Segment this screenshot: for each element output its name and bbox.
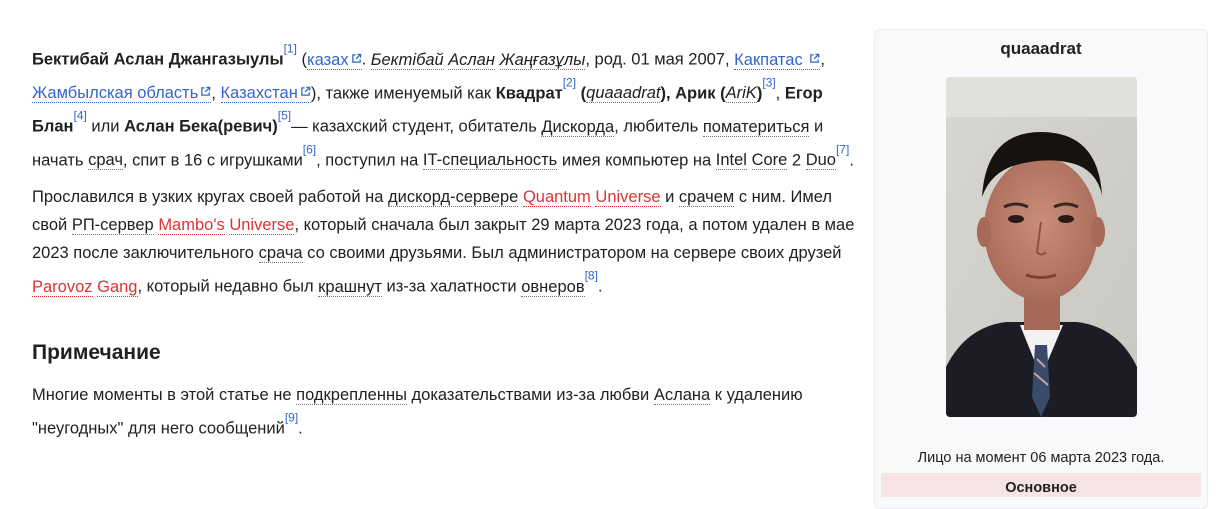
- notes-paragraph: Многие моменты в этой статье не подкрепленны доказательствами из-за любви Аслана к удалению "неугодных" для него сообщений[9].: [32, 385, 803, 437]
- link-aslan[interactable]: Аслана: [653, 385, 711, 404]
- link-crashed[interactable]: крашнут: [318, 277, 382, 296]
- link-parovoz[interactable]: Parovoz: [32, 277, 93, 296]
- link-owners[interactable]: овнеров: [521, 277, 585, 296]
- portrait-image: [946, 77, 1137, 417]
- link-sracha[interactable]: срача: [258, 244, 303, 262]
- infobox-title: quaaadrat: [1000, 39, 1082, 58]
- ref-6[interactable]: [6]: [302, 141, 317, 156]
- ref-1[interactable]: [1]: [283, 41, 297, 56]
- link-kazakhstan[interactable]: Казахстан: [221, 84, 311, 103]
- link-universe-2[interactable]: Universe: [229, 216, 295, 234]
- nickname-aslan-beka: Аслан Бека(ревич): [124, 117, 278, 136]
- external-link-icon: [351, 53, 362, 64]
- nickname-kvadrat: Квадрат: [495, 84, 563, 102]
- link-srach[interactable]: срач: [88, 151, 123, 169]
- link-kakpatas[interactable]: Какпатас: [734, 51, 820, 70]
- ref-7[interactable]: [7]: [835, 141, 850, 156]
- link-intel[interactable]: Intel: [715, 151, 747, 169]
- link-gang[interactable]: Gang: [97, 277, 138, 296]
- link-discord-server[interactable]: дискорд-сервере: [388, 188, 519, 206]
- subject-name: Бектибай Аслан Джангазыулы: [32, 50, 284, 69]
- article-content: [32, 40, 858, 442]
- ref-2[interactable]: [2]: [562, 74, 577, 89]
- link-srachem[interactable]: срачем: [678, 188, 735, 206]
- external-link-icon: [300, 86, 311, 97]
- link-swear[interactable]: поматериться: [702, 117, 810, 136]
- link-it-specialty[interactable]: IT-специальность: [422, 151, 558, 169]
- ref-5[interactable]: [5]: [277, 108, 292, 123]
- link-rp-server[interactable]: РП-сервер: [71, 216, 154, 234]
- ref-8[interactable]: [8]: [584, 268, 598, 283]
- link-duo[interactable]: Duo: [805, 151, 836, 169]
- link-unsupported[interactable]: подкрепленны: [296, 385, 407, 404]
- native-name-2[interactable]: Аслан: [448, 50, 495, 69]
- infobox: [874, 29, 1208, 509]
- fame-paragraph: Прославился в узких кругах своей работой на дискорд-сервере Quantum Universe и срачем с ним. Имел свой РП-сервер Mambo's Universe, который сначала был закрыт 29 марта 2023 года, а потом удален в мае 2023 после заключительного срача со своими друзьями. Был администратором на сервере своих друзей Parovoz Gang, который недавно был крашнут из-за халатности овнеров[8].: [32, 188, 855, 296]
- link-universe-1[interactable]: Universe: [595, 188, 661, 206]
- ref-4[interactable]: [4]: [73, 108, 87, 123]
- ref-9[interactable]: [9]: [284, 409, 299, 424]
- link-quantum[interactable]: Quantum: [522, 188, 591, 206]
- external-link-icon: [200, 86, 211, 97]
- link-kazakh[interactable]: казах: [307, 51, 362, 70]
- nickname-arik-latin[interactable]: AriK: [725, 84, 757, 102]
- external-link-icon: [809, 53, 820, 64]
- portrait-photo[interactable]: [946, 77, 1137, 417]
- link-mambos[interactable]: Mambo's: [158, 216, 225, 234]
- nickname-arik: Арик: [675, 84, 716, 102]
- nickname-egor-blan: Егор Блан: [32, 84, 823, 136]
- infobox-section-header: Основное: [881, 473, 1201, 497]
- link-zhambyl-region[interactable]: Жамбылская область: [32, 84, 211, 103]
- native-name-1[interactable]: Бектібай: [370, 50, 444, 69]
- ref-3[interactable]: [3]: [762, 74, 776, 89]
- link-discord[interactable]: Дискорда: [541, 117, 615, 136]
- intro-paragraph: Бектибай Аслан Джангазыулы[1] (казах . Бектібай Аслан Жаңғазұлы, род. 01 мая 2007, Какпатас , Жамбылская область , Казахстан ), также именуемый как Квадрат[2] (quaaadrat), Арик (AriK)[3], Егор Блан[4] или Аслан Бека(ревич)[5]— казахский студент, обитатель Дискорда, любитель поматериться и начать срач, спит в 16 с игрушками[6], поступил на IT-специальность имея компьютер на Intel Core 2 Duo[7].: [32, 41, 854, 169]
- nickname-quaaadrat[interactable]: quaaadrat: [586, 84, 661, 102]
- notes-heading: Примечание: [32, 340, 161, 364]
- native-name-3[interactable]: Жаңғазұлы: [499, 50, 586, 69]
- link-core[interactable]: Core: [751, 151, 788, 169]
- photo-caption: Лицо на момент 06 марта 2023 года.: [917, 450, 1165, 466]
